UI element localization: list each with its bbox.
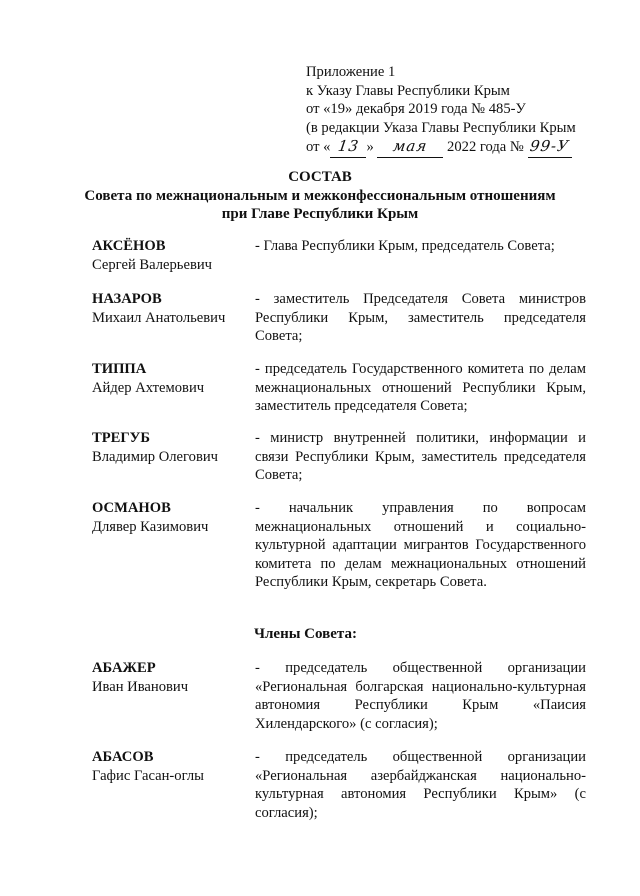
member-given-name: Владимир Олегович	[92, 448, 218, 465]
title-subtitle-1: Совета по межнациональным и межконфессиональным отношениям	[84, 187, 556, 204]
member-role: - министр внутренней политики, информации и связи Республики Крым, заместитель председателя Совета;	[255, 430, 586, 484]
handwritten-month: мая	[392, 137, 429, 156]
member-role: - заместитель Председателя Совета министров Республики Крым, заместитель председателя Совета;	[255, 291, 586, 345]
date-year-number: 2022 года №	[447, 139, 524, 156]
member-given-name: Гафис Гасан-оглы	[92, 767, 204, 784]
member-given-name: Сергей Валерьевич	[92, 256, 212, 273]
member-surname: ТИППА	[92, 361, 147, 377]
member-role: - начальник управления по вопросам межнациональных отношений и социально-культурной адаптации мигрантов Государственного комитета по делам межнациональных отношений Республики Крым, секретарь Совета.	[255, 500, 586, 591]
member-surname: АКСЁНОВ	[92, 238, 166, 254]
member-role: - председатель общественной организации «Региональная болгарская национально-культурная автономия Республики Крым «Паисия Хилендарского» (с согласия);	[255, 660, 586, 732]
member-surname: НАЗАРОВ	[92, 291, 162, 307]
title-main: СОСТАВ	[288, 169, 352, 185]
date-prefix: от «	[306, 139, 331, 156]
handwritten-day: 13	[336, 137, 361, 156]
member-role: - председатель общественной организации «Региональная азербайджанская национально-культурная автономия Республики Крым» (с согласия);	[255, 749, 586, 821]
handwritten-number: 99-У	[528, 137, 571, 156]
member-surname: ТРЕГУБ	[92, 430, 151, 446]
section-heading-members: Члены Совета:	[254, 626, 357, 642]
member-role: - Глава Республики Крым, председатель Совета;	[255, 238, 555, 254]
date-close-quote: »	[366, 139, 374, 156]
member-surname: АБАЖЕР	[92, 660, 156, 676]
appendix-line-5	[306, 137, 606, 158]
member-given-name: Иван Иванович	[92, 678, 189, 695]
appendix-line-4: (в редакции Указа Главы Республики Крым	[306, 119, 576, 136]
appendix-header	[306, 63, 606, 158]
member-surname: АБАСОВ	[92, 749, 154, 765]
title-subtitle-2: при Главе Республики Крым	[221, 206, 419, 222]
member-role: - председатель Государственного комитета по делам межнациональных отношений Республики Крым, заместитель председателя Совета;	[255, 361, 586, 415]
member-given-name: Айдер Ахтемович	[92, 379, 205, 396]
document-title	[60, 168, 580, 224]
member-given-name: Длявер Казимович	[92, 518, 209, 535]
appendix-line-3: от «19» декабря 2019 года № 485-У	[306, 101, 526, 118]
appendix-line-1: Приложение 1	[306, 64, 396, 80]
member-surname: ОСМАНОВ	[92, 500, 171, 516]
appendix-line-2: к Указу Главы Республики Крым	[306, 82, 510, 99]
member-given-name: Михаил Анатольевич	[92, 309, 226, 326]
